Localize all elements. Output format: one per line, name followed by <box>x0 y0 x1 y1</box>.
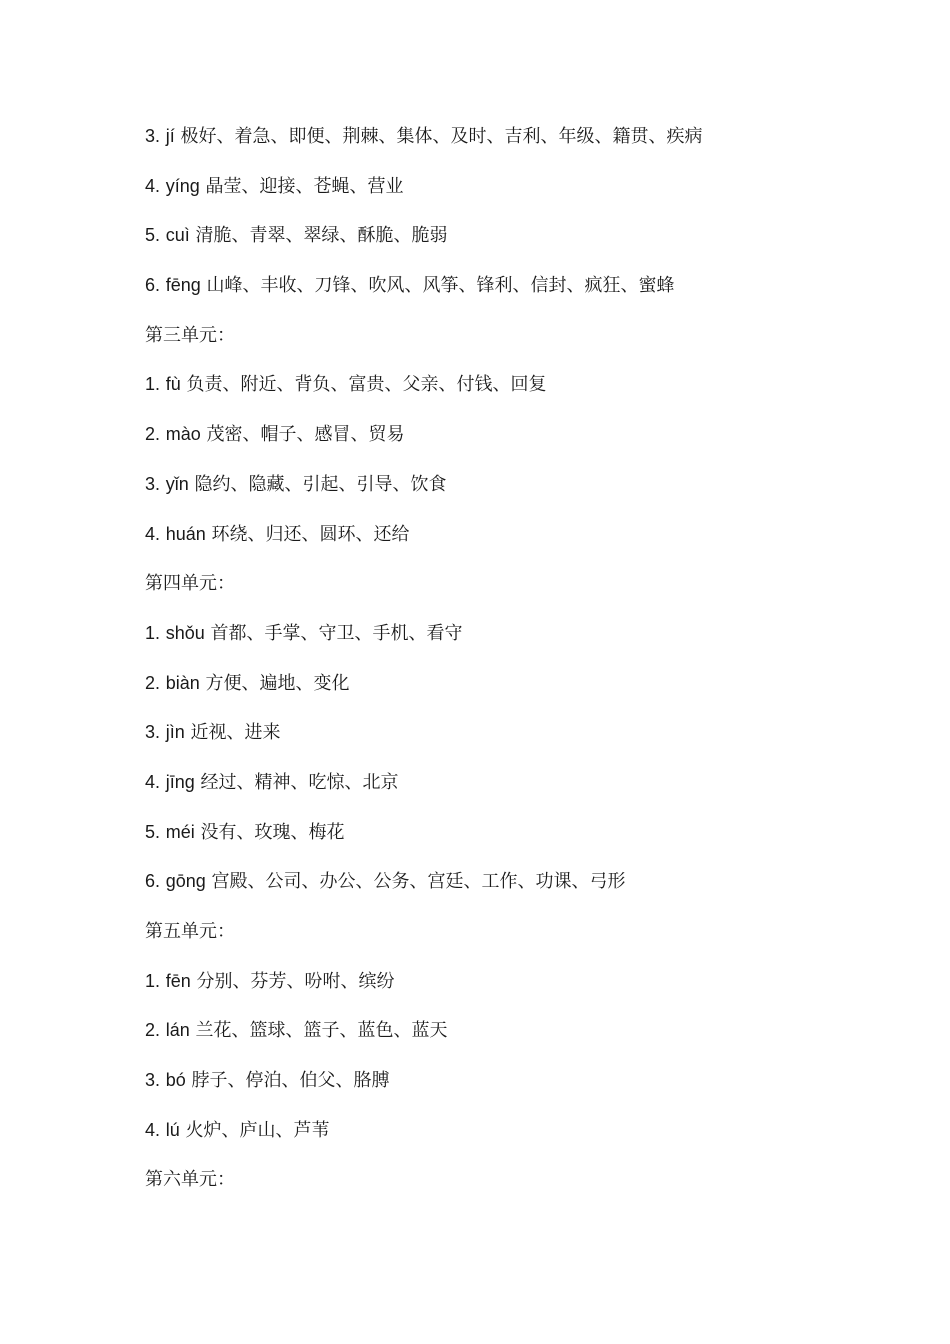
item-number: 6. <box>145 871 161 892</box>
item-number: 2. <box>145 672 161 693</box>
list-item <box>145 1106 905 1156</box>
item-pinyin: cuì <box>165 225 190 246</box>
item-pinyin: méi <box>165 821 195 842</box>
item-words: 环绕、归还、圆环、还给 <box>211 523 410 545</box>
item-words: 经过、精神、吃惊、北京 <box>200 771 399 793</box>
item-words: 近视、进来 <box>190 722 281 744</box>
list-item <box>145 708 905 758</box>
list-item <box>145 758 905 808</box>
item-number: 2. <box>145 1020 161 1041</box>
item-pinyin: mào <box>165 424 201 445</box>
item-words: 茂密、帽子、感冒、贸易 <box>206 424 405 446</box>
list-item <box>145 460 905 510</box>
item-number: 3. <box>145 126 161 146</box>
item-pinyin: jìn <box>165 722 185 743</box>
item-number: 5. <box>145 821 161 842</box>
item-number: 4. <box>145 523 161 544</box>
item-pinyin: jīng <box>165 771 195 792</box>
unit-heading: 第五单元： <box>145 921 235 942</box>
word-list <box>145 112 905 1205</box>
item-pinyin: fēn <box>165 970 191 991</box>
item-number: 5. <box>145 225 161 246</box>
list-item <box>145 410 905 460</box>
item-pinyin: gōng <box>165 871 206 892</box>
item-pinyin: yíng <box>165 175 200 196</box>
item-words: 隐约、隐藏、引起、引导、饮食 <box>194 473 447 495</box>
item-words: 分别、芬芳、吩咐、缤纷 <box>196 970 395 992</box>
item-pinyin: biàn <box>165 672 200 693</box>
list-item <box>145 1006 905 1056</box>
item-number: 2. <box>145 424 161 445</box>
item-words: 方便、遍地、变化 <box>205 672 350 694</box>
item-number: 6. <box>145 275 161 296</box>
list-item <box>145 360 905 410</box>
item-pinyin: fù <box>165 374 181 395</box>
item-words: 山峰、丰收、刀锋、吹风、风筝、锋利、信封、疯狂、蜜蜂 <box>206 275 675 297</box>
list-item <box>145 1056 905 1106</box>
item-words: 首都、手掌、守卫、手机、看守 <box>210 622 463 644</box>
item-pinyin: bó <box>165 1070 186 1091</box>
item-words: 清脆、青翠、翠绿、酥脆、脆弱 <box>195 225 448 247</box>
item-words: 宫殿、公司、办公、公务、宫廷、工作、功课、弓形 <box>211 871 626 893</box>
item-pinyin: jí <box>165 126 175 146</box>
item-pinyin: huán <box>165 523 206 544</box>
item-pinyin: fēng <box>165 275 201 296</box>
item-pinyin: yǐn <box>165 473 189 494</box>
item-number: 4. <box>145 771 161 792</box>
list-item <box>145 510 905 560</box>
item-number: 3. <box>145 722 161 743</box>
item-number: 3. <box>145 473 161 494</box>
item-words: 兰花、篮球、篮子、蓝色、蓝天 <box>195 1020 448 1042</box>
item-number: 1. <box>145 622 161 643</box>
list-item <box>145 211 905 261</box>
item-words: 脖子、停泊、伯父、胳膊 <box>191 1070 390 1092</box>
list-item <box>145 261 905 311</box>
item-number: 1. <box>145 374 161 395</box>
unit-heading: 第三单元： <box>145 324 235 346</box>
list-item <box>145 857 905 907</box>
item-words: 负责、附近、背负、富贵、父亲、付钱、回复 <box>186 374 547 396</box>
item-words: 火炉、庐山、芦苇 <box>185 1119 330 1141</box>
unit-heading: 第四单元： <box>145 573 235 595</box>
item-pinyin: lán <box>165 1020 190 1041</box>
unit-heading: 第六单元： <box>145 1169 235 1191</box>
item-number: 4. <box>145 175 161 196</box>
item-words: 没有、玫瑰、梅花 <box>200 821 345 843</box>
item-number: 3. <box>145 1070 161 1091</box>
item-words: 晶莹、迎接、苍蝇、营业 <box>205 175 404 197</box>
list-item <box>145 609 905 659</box>
item-number: 1. <box>145 970 161 991</box>
list-item <box>145 112 905 162</box>
list-item <box>145 957 905 1007</box>
list-item <box>145 659 905 709</box>
item-words: 极好、着急、即便、荆棘、集体、及时、吉利、年级、籍贯、疾病 <box>180 126 703 147</box>
item-number: 4. <box>145 1119 161 1140</box>
list-item <box>145 162 905 212</box>
list-item <box>145 808 905 858</box>
item-pinyin: lú <box>165 1119 180 1140</box>
item-pinyin: shǒu <box>165 622 205 643</box>
